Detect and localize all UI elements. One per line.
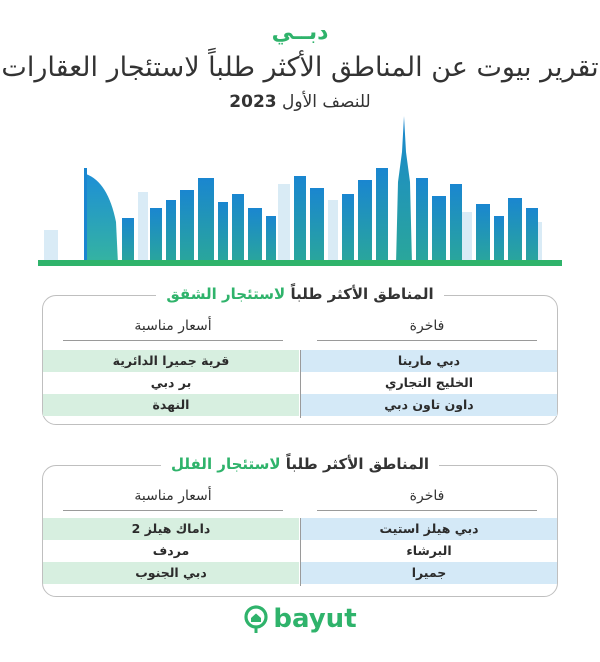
page-subtitle <box>0 92 600 112</box>
dubai-skyline-illustration <box>38 112 562 268</box>
house-pin-icon <box>243 604 269 634</box>
villas-luxury-header-rule <box>317 510 537 511</box>
luxury-area-cell: دبي هيلز استيت <box>301 518 557 540</box>
luxury-area-cell: جميرا <box>301 562 557 584</box>
apartments-title-highlight: لاستئجار الشقق <box>166 285 286 303</box>
luxury-area-cell: دبي مارينا <box>301 350 557 372</box>
table-row <box>43 562 557 584</box>
apartments-affordable-header: أسعار مناسبة <box>134 318 212 334</box>
bayut-logo <box>0 604 600 638</box>
affordable-area-cell: داماك هيلز 2 <box>43 518 299 540</box>
table-row <box>43 394 557 416</box>
villas-card <box>42 455 558 597</box>
affordable-area-cell: مردف <box>152 543 190 558</box>
villas-affordable-header: أسعار مناسبة <box>134 488 212 504</box>
apartments-affordable-header-rule <box>63 340 283 341</box>
apartments-card-title <box>43 284 557 303</box>
apartments-card <box>42 285 558 425</box>
villas-affordable-header-rule <box>63 510 283 511</box>
luxury-area-cell: الخليج التجاري <box>385 375 473 390</box>
affordable-area-cell: بر دبي <box>150 375 192 390</box>
villas-luxury-header: فاخرة <box>409 488 445 504</box>
table-row <box>43 350 557 372</box>
affordable-area-cell: دبي الجنوب <box>43 562 299 584</box>
page-title: تقرير بيوت عن المناطق الأكثر طلباً لاستئجار العقارات <box>1 52 599 83</box>
apartments-title-prefix: المناطق الأكثر طلباً <box>290 285 434 303</box>
subtitle-prefix: للنصف الأول <box>282 92 371 112</box>
luxury-area-cell: داون تاون دبي <box>301 394 557 416</box>
city-label: دبــي <box>271 20 329 45</box>
villas-title-highlight: لاستئجار الفلل <box>171 455 281 473</box>
subtitle-year: 2023 <box>229 92 277 112</box>
apartments-luxury-header-rule <box>317 340 537 341</box>
table-row <box>43 540 557 562</box>
apartments-luxury-header: فاخرة <box>409 318 445 334</box>
affordable-area-cell: قرية جميرا الدائرية <box>43 350 299 372</box>
logo-wordmark: bayut <box>273 604 357 634</box>
affordable-area-cell: النهدة <box>43 394 299 416</box>
villas-card-title <box>43 454 557 473</box>
luxury-area-cell: البرشاء <box>406 543 452 558</box>
table-row <box>43 372 557 394</box>
villas-title-prefix: المناطق الأكثر طلباً <box>285 455 429 473</box>
table-row <box>43 518 557 540</box>
